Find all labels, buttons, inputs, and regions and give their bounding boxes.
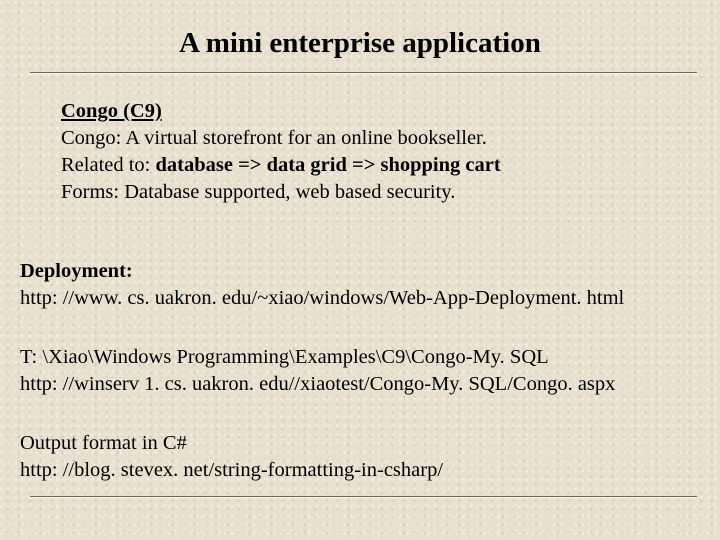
- deployment-section: [20, 258, 624, 312]
- server-url[interactable]: http: //winserv 1. cs. uakron. edu//xiaotest/Congo-My. SQL/Congo. aspx: [20, 373, 616, 395]
- local-path: T: \Xiao\Windows Programming\Examples\C9\Congo-My. SQL: [20, 346, 549, 368]
- top-divider: [30, 72, 697, 74]
- output-format-url[interactable]: http: //blog. stevex. net/string-formatting-in-csharp/: [20, 459, 444, 481]
- congo-related-line: [61, 152, 501, 179]
- bottom-divider: [30, 496, 697, 498]
- related-prefix: Related to:: [61, 154, 156, 176]
- output-format-label: Output format in C#: [20, 432, 187, 454]
- paths-section: [20, 344, 615, 398]
- congo-description: Congo: A virtual storefront for an online bookseller.: [61, 127, 487, 149]
- related-value: database => data grid => shopping cart: [155, 154, 501, 176]
- deployment-heading: Deployment:: [20, 260, 133, 282]
- congo-section: [61, 98, 501, 206]
- deployment-url[interactable]: http: //www. cs. uakron. edu/~xiao/windows/Web-App-Deployment. html: [20, 287, 625, 309]
- slide-title: A mini enterprise application: [179, 27, 541, 59]
- congo-heading: Congo (C9): [61, 100, 162, 122]
- output-format-section: [20, 430, 443, 484]
- congo-forms: Forms: Database supported, web based security.: [61, 181, 456, 203]
